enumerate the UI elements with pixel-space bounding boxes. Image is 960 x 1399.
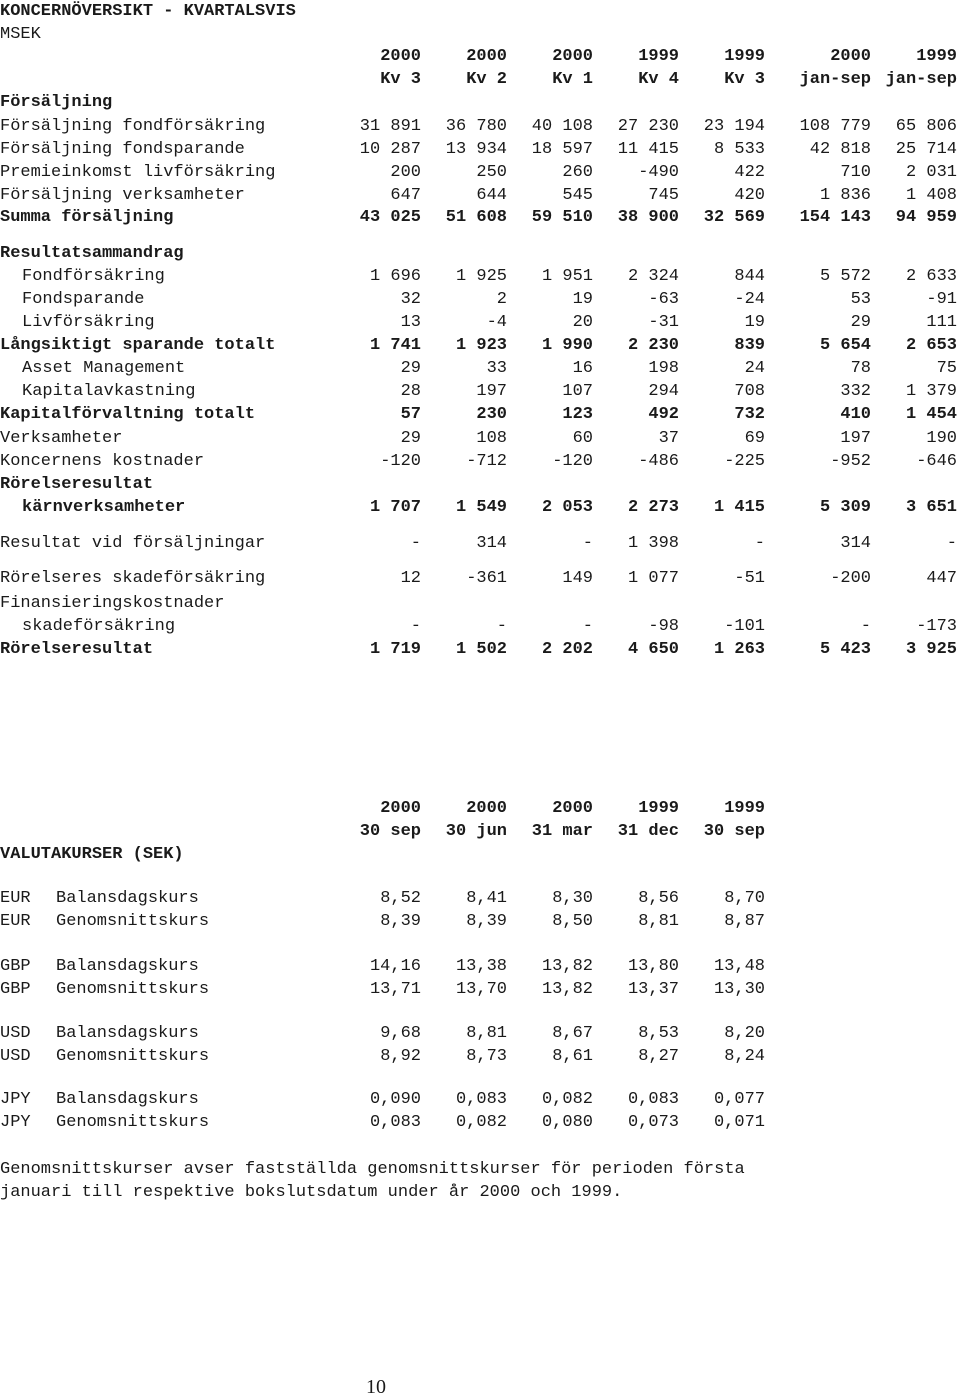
table-cell: 37: [658, 429, 679, 448]
fx-header-date: 30 sep: [359, 822, 421, 841]
fx-cell: 8,20: [724, 1024, 765, 1043]
header-row-periods: [0, 68, 960, 91]
fx-row: [0, 955, 960, 978]
table-cell: -91: [926, 290, 957, 309]
table-cell: 108 779: [799, 117, 871, 136]
table-cell: 197: [476, 382, 507, 401]
table-cell: 19: [744, 313, 765, 332]
table-cell: 447: [926, 569, 957, 588]
fx-row: [0, 910, 960, 933]
row-label: Rörelseresultat: [0, 475, 154, 494]
fx-rate-type: Genomsnittskurs: [56, 912, 210, 931]
fx-header-row-years: [0, 797, 960, 820]
table-cell: -: [410, 617, 421, 636]
fx-cell: 0,073: [627, 1113, 679, 1132]
table-cell: 708: [734, 382, 765, 401]
fx-row: [0, 978, 960, 1001]
fx-footnote-line-1: Genomsnittskurser avser fastställda genomsnittskurser för perioden första: [0, 1160, 745, 1179]
table-cell: 314: [476, 534, 507, 553]
fx-currency: EUR: [0, 889, 31, 908]
fx-header-date: 31 dec: [617, 822, 679, 841]
table-cell: 1 925: [455, 267, 507, 286]
table-cell: 32 569: [703, 208, 765, 227]
page-title: KONCERNÖVERSIKT - KVARTALSVIS: [0, 2, 296, 21]
table-cell: 1 951: [541, 267, 593, 286]
fx-cell: 0,071: [713, 1113, 765, 1132]
table-cell: -4: [486, 313, 507, 332]
fx-footnote: [0, 1158, 745, 1204]
fx-header-year: 1999: [638, 799, 679, 818]
header-year: 2000: [830, 47, 871, 66]
fx-cell: 8,27: [638, 1047, 679, 1066]
table-cell: -490: [638, 163, 679, 182]
table-cell: 13 934: [445, 140, 507, 159]
table-row: [0, 206, 960, 229]
table-cell: 28: [400, 382, 421, 401]
table-cell: 65 806: [895, 117, 957, 136]
table-cell: -361: [466, 569, 507, 588]
table-row: [0, 311, 960, 334]
table-cell: 111: [926, 313, 957, 332]
table-cell: -: [410, 534, 421, 553]
fx-cell: 8,73: [466, 1047, 507, 1066]
row-label: Koncernens kostnader: [0, 452, 205, 471]
table-cell: 8 533: [713, 140, 765, 159]
table-cell: -120: [552, 452, 593, 471]
table-cell: -173: [916, 617, 957, 636]
fx-row: [0, 887, 960, 910]
header-year: 2000: [466, 47, 507, 66]
fx-header-year: 2000: [552, 799, 593, 818]
header-year: 2000: [552, 47, 593, 66]
table-row: [0, 380, 960, 403]
table-cell: 51 608: [445, 208, 507, 227]
table-cell: 190: [926, 429, 957, 448]
table-cell: 1 836: [819, 186, 871, 205]
table-cell: -31: [648, 313, 679, 332]
fx-cell: 8,39: [380, 912, 421, 931]
table-cell: 647: [390, 186, 421, 205]
table-cell: 29: [400, 359, 421, 378]
header-year: 1999: [916, 47, 957, 66]
table-cell: 10 287: [359, 140, 421, 159]
row-label: Försäljning verksamheter: [0, 186, 245, 205]
table-cell: 108: [476, 429, 507, 448]
fx-title-row: [0, 843, 960, 866]
table-cell: 18 597: [531, 140, 593, 159]
fx-cell: 0,090: [369, 1090, 421, 1109]
section-heading: [0, 242, 960, 265]
header-year: 1999: [638, 47, 679, 66]
table-cell: 1 415: [713, 498, 765, 517]
table-cell: -: [496, 617, 507, 636]
table-cell: 1 408: [905, 186, 957, 205]
fx-cell: 8,30: [552, 889, 593, 908]
table-cell: 314: [840, 534, 871, 553]
section-heading: [0, 473, 960, 496]
table-cell: 33: [486, 359, 507, 378]
table-cell: 123: [562, 405, 593, 424]
section-heading: [0, 91, 960, 114]
row-label: skadeförsäkring: [22, 617, 176, 636]
table-row: [0, 567, 960, 590]
header-period: Kv 4: [638, 70, 679, 89]
fx-rate-type: Balansdagskurs: [56, 1090, 199, 1109]
table-cell: 745: [648, 186, 679, 205]
row-label: Summa försäljning: [0, 208, 174, 227]
fx-cell: 8,24: [724, 1047, 765, 1066]
table-cell: 644: [476, 186, 507, 205]
table-row: [0, 496, 960, 519]
fx-cell: 9,68: [380, 1024, 421, 1043]
table-row: [0, 334, 960, 357]
table-cell: 230: [476, 405, 507, 424]
table-cell: -646: [916, 452, 957, 471]
table-cell: -63: [648, 290, 679, 309]
fx-row: [0, 1088, 960, 1111]
fx-header-date: 30 sep: [703, 822, 765, 841]
table-row: [0, 357, 960, 380]
table-cell: 197: [840, 429, 871, 448]
row-label: Rörelseres skadeförsäkring: [0, 569, 266, 588]
fx-currency: EUR: [0, 912, 31, 931]
row-label: Kapitalförvaltning totalt: [0, 405, 256, 424]
table-cell: 2 031: [905, 163, 957, 182]
fx-row: [0, 1111, 960, 1134]
fx-cell: 0,082: [455, 1113, 507, 1132]
fx-cell: 8,56: [638, 889, 679, 908]
table-row: [0, 450, 960, 473]
fx-rate-type: Genomsnittskurs: [56, 1113, 210, 1132]
row-label: Resultatsammandrag: [0, 244, 184, 263]
table-cell: 29: [400, 429, 421, 448]
table-cell: 23 194: [703, 117, 765, 136]
table-cell: 1 454: [905, 405, 957, 424]
fx-cell: 13,82: [541, 957, 593, 976]
header-period: Kv 3: [380, 70, 421, 89]
fx-rate-type: Balansdagskurs: [56, 957, 199, 976]
header-period: Kv 3: [724, 70, 765, 89]
table-cell: 60: [572, 429, 593, 448]
fx-cell: 13,82: [541, 980, 593, 999]
fx-cell: 0,082: [541, 1090, 593, 1109]
table-row: [0, 115, 960, 138]
table-cell: 43 025: [359, 208, 421, 227]
table-cell: -101: [724, 617, 765, 636]
fx-cell: 8,70: [724, 889, 765, 908]
header-year: 1999: [724, 47, 765, 66]
table-cell: 11 415: [617, 140, 679, 159]
header-period: jan-sep: [885, 70, 957, 89]
table-cell: 844: [734, 267, 765, 286]
table-cell: 410: [840, 405, 871, 424]
fx-cell: 8,52: [380, 889, 421, 908]
table-cell: 40 108: [531, 117, 593, 136]
fx-currency: GBP: [0, 957, 31, 976]
table-cell: -225: [724, 452, 765, 471]
table-cell: 32: [400, 290, 421, 309]
fx-cell: 8,53: [638, 1024, 679, 1043]
header-period: Kv 2: [466, 70, 507, 89]
fx-cell: 0,080: [541, 1113, 593, 1132]
table-cell: 1 502: [455, 640, 507, 659]
table-cell: -24: [734, 290, 765, 309]
fx-cell: 8,81: [466, 1024, 507, 1043]
table-row: [0, 403, 960, 426]
table-cell: 3 925: [905, 640, 957, 659]
fx-cell: 8,87: [724, 912, 765, 931]
table-cell: 16: [572, 359, 593, 378]
fx-header-year: 1999: [724, 799, 765, 818]
table-cell: 20: [572, 313, 593, 332]
fx-cell: 13,80: [627, 957, 679, 976]
table-cell: 1 990: [541, 336, 593, 355]
table-cell: 27 230: [617, 117, 679, 136]
table-cell: 31 891: [359, 117, 421, 136]
row-label: Försäljning fondförsäkring: [0, 117, 266, 136]
fx-cell: 0,083: [455, 1090, 507, 1109]
fx-header-year: 2000: [466, 799, 507, 818]
table-cell: 1 549: [455, 498, 507, 517]
fx-cell: 0,077: [713, 1090, 765, 1109]
fx-cell: 8,39: [466, 912, 507, 931]
table-row: [0, 288, 960, 311]
table-cell: 29: [850, 313, 871, 332]
fx-title: VALUTAKURSER (SEK): [0, 845, 184, 864]
fx-cell: 8,92: [380, 1047, 421, 1066]
table-cell: 149: [562, 569, 593, 588]
row-label: Finansieringskostnader: [0, 594, 225, 613]
page-number: 10: [366, 1376, 386, 1398]
fx-cell: 13,71: [369, 980, 421, 999]
fx-currency: USD: [0, 1047, 31, 1066]
table-cell: 2 202: [541, 640, 593, 659]
row-label: Resultat vid försäljningar: [0, 534, 266, 553]
table-cell: 25 714: [895, 140, 957, 159]
table-cell: 839: [734, 336, 765, 355]
table-cell: 545: [562, 186, 593, 205]
row-label: Fondsparande: [22, 290, 145, 309]
fx-cell: 8,41: [466, 889, 507, 908]
table-cell: 78: [850, 359, 871, 378]
fx-header-year: 2000: [380, 799, 421, 818]
table-cell: -: [582, 534, 593, 553]
table-cell: 332: [840, 382, 871, 401]
fx-cell: 13,70: [455, 980, 507, 999]
table-row: [0, 638, 960, 661]
table-row: [0, 615, 960, 638]
fx-header-date: 30 jun: [445, 822, 507, 841]
table-cell: 13: [400, 313, 421, 332]
unit-label: MSEK: [0, 25, 41, 44]
table-cell: -952: [830, 452, 871, 471]
table-cell: 1 719: [369, 640, 421, 659]
table-cell: 38 900: [617, 208, 679, 227]
fx-footnote-line-2: januari till respektive bokslutsdatum under år 2000 och 1999.: [0, 1183, 623, 1202]
table-cell: 1 077: [627, 569, 679, 588]
fx-cell: 0,083: [627, 1090, 679, 1109]
section-heading: [0, 592, 960, 615]
fx-row: [0, 1022, 960, 1045]
table-cell: 5 572: [819, 267, 871, 286]
fx-rate-type: Balansdagskurs: [56, 1024, 199, 1043]
table-cell: -200: [830, 569, 871, 588]
table-cell: -: [946, 534, 957, 553]
table-cell: 422: [734, 163, 765, 182]
table-cell: 2 273: [627, 498, 679, 517]
table-row: [0, 427, 960, 450]
row-label: Långsiktigt sparande totalt: [0, 336, 276, 355]
table-cell: 69: [744, 429, 765, 448]
row-label: Försäljning: [0, 93, 113, 112]
table-cell: 2 324: [627, 267, 679, 286]
table-cell: 2 230: [627, 336, 679, 355]
fx-cell: 13,48: [713, 957, 765, 976]
table-cell: 198: [648, 359, 679, 378]
table-cell: 250: [476, 163, 507, 182]
fx-cell: 8,81: [638, 912, 679, 931]
fx-currency: GBP: [0, 980, 31, 999]
header-year: 2000: [380, 47, 421, 66]
fx-header-row-dates: [0, 820, 960, 843]
table-cell: 154 143: [799, 208, 871, 227]
fx-cell: 13,37: [627, 980, 679, 999]
table-cell: 94 959: [895, 208, 957, 227]
table-cell: -: [582, 617, 593, 636]
row-label: Kapitalavkastning: [22, 382, 196, 401]
table-row: [0, 184, 960, 207]
table-cell: 2: [496, 290, 507, 309]
table-cell: 12: [400, 569, 421, 588]
table-cell: 420: [734, 186, 765, 205]
fx-currency: USD: [0, 1024, 31, 1043]
table-cell: 732: [734, 405, 765, 424]
fx-cell: 14,16: [369, 957, 421, 976]
row-label: kärnverksamheter: [22, 498, 186, 517]
fx-header-date: 31 mar: [531, 822, 593, 841]
table-cell: 75: [936, 359, 957, 378]
table-cell: -: [860, 617, 871, 636]
table-cell: 492: [648, 405, 679, 424]
fx-currency: JPY: [0, 1113, 31, 1132]
table-cell: -120: [380, 452, 421, 471]
table-cell: 24: [744, 359, 765, 378]
table-cell: 710: [840, 163, 871, 182]
header-period: jan-sep: [799, 70, 871, 89]
table-cell: 1 696: [369, 267, 421, 286]
table-cell: -712: [466, 452, 507, 471]
table-cell: 5 654: [819, 336, 871, 355]
table-cell: 1 707: [369, 498, 421, 517]
table-cell: 107: [562, 382, 593, 401]
fx-rate-type: Balansdagskurs: [56, 889, 199, 908]
table-row: [0, 265, 960, 288]
fx-cell: 13,30: [713, 980, 765, 999]
table-row: [0, 161, 960, 184]
fx-currency: JPY: [0, 1090, 31, 1109]
table-cell: 36 780: [445, 117, 507, 136]
table-cell: 1 379: [905, 382, 957, 401]
table-cell: 2 053: [541, 498, 593, 517]
table-cell: 260: [562, 163, 593, 182]
table-cell: 1 741: [369, 336, 421, 355]
fx-cell: 0,083: [369, 1113, 421, 1132]
row-label: Rörelseresultat: [0, 640, 154, 659]
table-cell: 2 653: [905, 336, 957, 355]
fx-cell: 13,38: [455, 957, 507, 976]
table-cell: 59 510: [531, 208, 593, 227]
table-cell: 3 651: [905, 498, 957, 517]
table-cell: 2 633: [905, 267, 957, 286]
table-cell: -: [754, 534, 765, 553]
table-cell: 53: [850, 290, 871, 309]
table-cell: 1 398: [627, 534, 679, 553]
fx-rate-type: Genomsnittskurs: [56, 980, 210, 999]
table-row: [0, 138, 960, 161]
fx-rate-type: Genomsnittskurs: [56, 1047, 210, 1066]
table-cell: 5 423: [819, 640, 871, 659]
fx-cell: 8,61: [552, 1047, 593, 1066]
table-cell: 57: [400, 405, 421, 424]
table-cell: 200: [390, 163, 421, 182]
row-label: Försäljning fondsparande: [0, 140, 245, 159]
row-label: Premieinkomst livförsäkring: [0, 163, 276, 182]
fx-cell: 8,67: [552, 1024, 593, 1043]
table-cell: 5 309: [819, 498, 871, 517]
fx-row: [0, 1045, 960, 1068]
table-cell: -98: [648, 617, 679, 636]
table-cell: -486: [638, 452, 679, 471]
header-row-years: [0, 45, 960, 68]
table-cell: 19: [572, 290, 593, 309]
row-label: Fondförsäkring: [22, 267, 165, 286]
row-label: Verksamheter: [0, 429, 123, 448]
fx-cell: 8,50: [552, 912, 593, 931]
header-period: Kv 1: [552, 70, 593, 89]
table-cell: 42 818: [809, 140, 871, 159]
row-label: Asset Management: [22, 359, 186, 378]
table-cell: 4 650: [627, 640, 679, 659]
table-row: [0, 532, 960, 555]
table-cell: 1 923: [455, 336, 507, 355]
table-cell: 294: [648, 382, 679, 401]
table-cell: -51: [734, 569, 765, 588]
row-label: Livförsäkring: [22, 313, 155, 332]
table-cell: 1 263: [713, 640, 765, 659]
